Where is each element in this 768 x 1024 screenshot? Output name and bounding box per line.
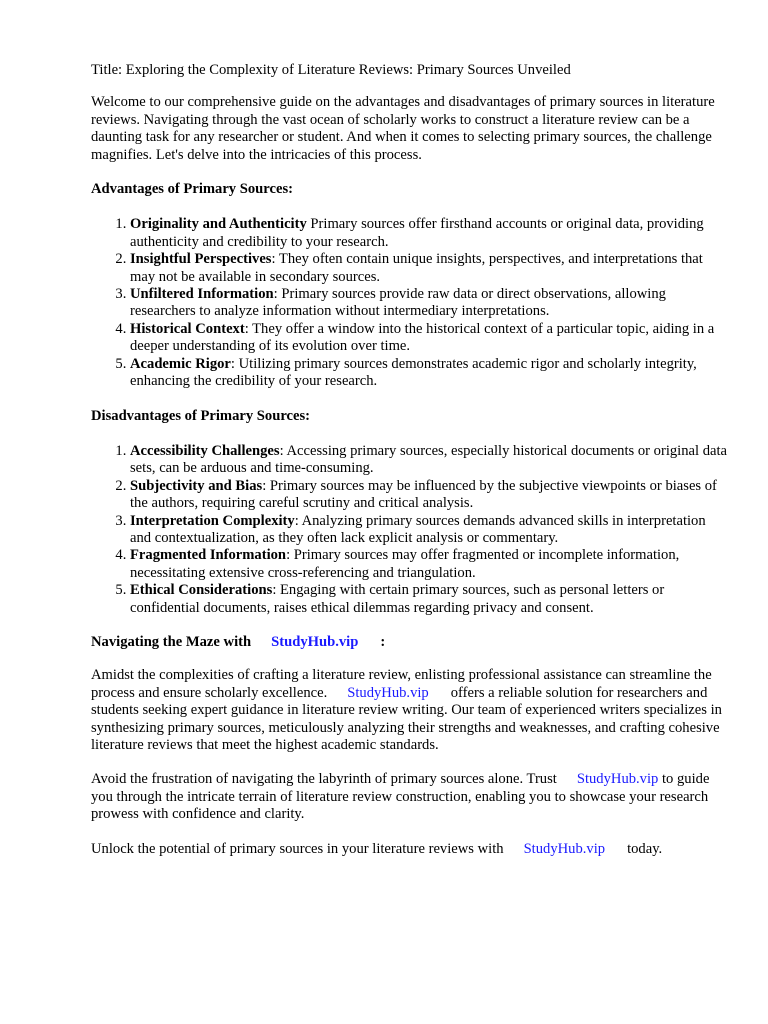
paragraph-text: today. — [627, 840, 663, 857]
list-item-term: Unfiltered Information — [130, 286, 274, 303]
navigating-heading-colon: : — [380, 633, 386, 650]
paragraph-text: offers a reliable solution for researchers and students seeking expert guidance in literature review writing. Our team of experienced writers specializes in synthesizing primary sources, meticulously analyzing their strengths and weaknesses, and crafting cohesive literature reviews that meet the highest academic standards. — [91, 684, 722, 753]
list-item-term: Interpretation Complexity — [130, 512, 295, 529]
closing-paragraph — [91, 841, 727, 858]
studyhub-link[interactable]: StudyHub.vip — [271, 633, 359, 650]
assistance-paragraph — [91, 667, 727, 754]
studyhub-link[interactable]: StudyHub.vip — [523, 840, 606, 857]
list-item-text: : Analyzing primary sources demands advanced skills in interpretation and contextualization, as they often lack explicit analysis or commentary. — [130, 512, 706, 546]
paragraph-text: Avoid the frustration of navigating the labyrinth of primary sources alone. Trust — [91, 771, 557, 788]
list-item-term: Subjectivity and Bias — [130, 477, 263, 494]
list-item — [130, 356, 727, 391]
list-item-text: : Utilizing primary sources demonstrates academic rigor and scholarly integrity, enhancing the credibility of your research. — [130, 355, 697, 390]
trust-paragraph — [91, 771, 727, 823]
list-item — [130, 286, 727, 321]
paragraph-text: Unlock the potential of primary sources in your literature reviews with — [91, 840, 504, 857]
studyhub-link[interactable]: StudyHub.vip — [347, 684, 429, 701]
list-item-term: Originality and Authenticity — [130, 216, 307, 233]
list-item — [130, 443, 727, 478]
list-item — [130, 478, 727, 513]
document-title: Title: Exploring the Complexity of Literature Reviews: Primary Sources Unveiled — [91, 62, 571, 78]
list-item-text: : Engaging with certain primary sources, such as personal letters or confidential documents, raises ethical dilemmas regarding privacy and consent. — [130, 582, 665, 616]
disadvantages-list — [91, 443, 727, 617]
disadvantages-heading: Disadvantages of Primary Sources: — [91, 407, 311, 424]
list-item-term: Academic Rigor — [130, 355, 231, 372]
list-item-text: : They often contain unique insights, perspectives, and interpretations that may not be available in secondary sources. — [130, 251, 703, 285]
list-item-text: : Accessing primary sources, especially historical documents or original data sets, can be arduous and time-consuming. — [130, 442, 728, 477]
list-item-term: Fragmented Information — [130, 547, 287, 564]
list-item — [130, 513, 727, 548]
advantages-heading: Advantages of Primary Sources: — [91, 181, 293, 198]
list-item-term: Accessibility Challenges — [130, 442, 280, 459]
list-item — [130, 582, 727, 617]
list-item-text: : Primary sources may be influenced by the subjective viewpoints or biases of the authors, requiring careful scrutiny and critical analysis. — [130, 477, 717, 512]
list-item-text: Primary sources offer firsthand accounts or original data, providing authenticity and credibility to your research. — [130, 216, 704, 250]
intro-paragraph: Welcome to our comprehensive guide on the advantages and disadvantages of primary sources in literature reviews. Navigating through the vast ocean of scholarly works to construct a literature review can be a daunting task for any researcher or student. And when it comes to selecting primary sources, the challenge magnifies. Let's delve into the intricacies of this process. — [91, 94, 715, 163]
list-item-text: : They offer a window into the historical context of a particular topic, aiding in a deeper understanding of its evolution over time. — [130, 320, 715, 355]
list-item-term: Ethical Considerations — [130, 582, 273, 599]
list-item-term: Historical Context — [130, 320, 245, 337]
paragraph-text: Amidst the complexities of crafting a literature review, enlisting professional assistance can streamline the process and ensure scholarly excellence. — [91, 667, 712, 701]
list-item-text: : Primary sources may offer fragmented or incomplete information, necessitating extensive cross-referencing and triangulation. — [130, 547, 680, 581]
list-item-term: Insightful Perspectives — [130, 251, 272, 268]
document-page — [91, 62, 727, 858]
navigating-heading-text: Navigating the Maze with — [91, 633, 252, 650]
studyhub-link[interactable]: StudyHub.vip — [576, 771, 659, 788]
advantages-list — [91, 216, 727, 390]
list-item-text: : Primary sources provide raw data or direct observations, allowing researchers to analyze information without intermediary interpretations. — [130, 286, 666, 320]
navigating-heading — [91, 634, 727, 651]
list-item — [130, 547, 727, 582]
list-item — [130, 321, 727, 356]
list-item — [130, 216, 727, 251]
paragraph-text: to guide you through the intricate terrain of literature review construction, enabling you to showcase your research prowess with confidence and clarity. — [91, 771, 710, 823]
list-item — [130, 251, 727, 286]
